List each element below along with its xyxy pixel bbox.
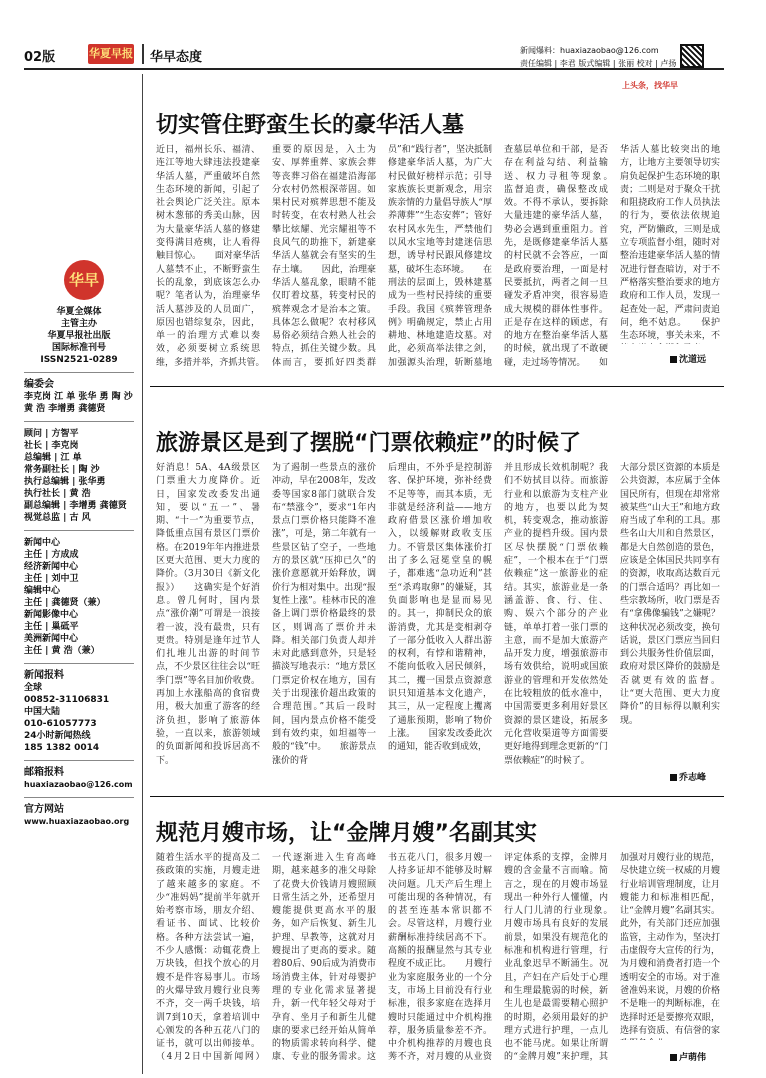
section-title: 华早态度 [150,50,203,65]
article-column: 并且形成长效机制呢？我们不妨拭目以待。而旅游行业和以旅游为支柱产业的地方，也要以此为契机，转变观念，推动旅游产业的提档升级。国内景区尽快摆脱“门票依赖症”，一个根本在于“门票依赖症”这一旅游业的症结。其实，旅游业是一条涵盖游、食、行、住、购、娱六个部分的产业链，单单打着一张门票的主意，而不是加大旅游产品开发力度，增强旅游市场有效供给，说明或国旅游业的管理和开发依然处在比较粗放的低水准中，中国需要更多利用好景区资源的景区建设，拓展多元化营收渠道等方面需要更好地得到理念更新的“门票依赖症”的时候了。 [504,463,608,766]
hotline-line: 00852-31106831 [24,695,110,705]
hotline-label: 新闻报料 [24,670,64,681]
officer: 总编辑 | 江 单 [24,453,82,463]
divider [24,372,134,373]
article-column: 书五花八门，很多月嫂一人持多证却不能够及时解决问题。几天产后生理上可能出现的各种情况，有的甚至连基本常识都不会。尽管这样，月嫂行业薪酬标准持续居高不下。高额的报酬显然与其专业程度不成正比。 月嫂行业为家庭服务业的一个分支，市场上目前没有行业标准，很多家庭在选择月嫂时只能通过中介机构推荐，服务质量参差不齐。中介机构推荐的月嫂也良莠不齐，对月嫂的从业资 [388,853,492,1063]
center: 新闻中心 [24,538,61,548]
officer: 顾问 | 方智平 [24,429,79,439]
masthead-line: ISSN2521-0289 [40,355,118,365]
hotline-line: 185 1382 0014 [24,743,100,753]
header-separator [142,44,144,64]
page-number: 02版 [24,50,56,65]
center: 主任 | 黄 浩（兼） [24,646,100,656]
website-label: 官方网站 [24,804,64,815]
editorial-board-label: 编委会 [24,379,54,390]
masthead-line: 华夏早报社出版 [47,331,111,341]
article-column: 加强对月嫂行业的规范，尽快建立统一权威的月嫂行业培训管理制度，让月嫂能力和标准相匹配，让“金牌月嫂”名副其实。此外，有关部门还应加强监管，主动作为，坚决打击虚假夸大宣传的行为，为月嫂和消费者打造一个透明安全的市场。对于准爸准妈来说，月嫂的价格不是唯一的判断标准，在选择时还是要擦亮双眼，选择有资质、有信誉的家 [620,853,720,1036]
article-author: 卢萌伟 [670,1050,706,1063]
email-label: 邮箱报料 [24,767,64,778]
center: 经济新闻中心 [24,562,79,572]
email-address[interactable]: huaxiazaobao@126.com [24,780,133,789]
center: 主任 | 巢砥平 [24,622,79,632]
masthead-line: 华夏全媒体 [56,307,102,317]
article-column: 近日，福州长乐、福清、连江等地大肆违法投建豪华活人墓，严重破坏自然生态环境的新闻，引起了社会舆论广泛关注。原本树木葱郁的秀美山脉，因为大量豪华活人墓的修建变得满目疮痍，让人看得触目惊心。 面对豪华活人墓禁不止，不断野蛮生长的乱象，到底该怎么办呢？笔者认为，治理豪华活人墓涉及的人员面广，原因也错综复杂，因此，单一的治理方式难以奏效，必须要树立系统思维，多措并举，齐抓共管。 [156,145,260,368]
article-column: 为了遏制一些景点的涨价冲动，早在2008年，发改委等国家8部门就联合发布“禁涨令”，要求“1年内景点门票价格只能降不准涨”，可是，第二年就有一些景区钻了空子，一些地方的景区就“压抑已久”的涨价意愿就开始释放，调价行为相对集中。出现“报复性上涨”。桂林市民的准备上调门票价格最终的景区，则调高了票价并未降。相关部门负责人却并未对此感到意外，只是轻描淡写地表示：“地方景区门票定价权在地方，国有关于出现涨价超出政策的合理范围。”其后一段时间，国内景点价格不能受到有效约束，如坦福等一般的“钱”中。 旅游景点涨价的背 [272,463,376,766]
masthead-logo: 华早 [64,260,104,300]
hotline-line: 中国大陆 [24,707,61,717]
header-rule [24,68,724,70]
newspaper-logo: 华夏早报 [88,44,134,64]
masthead-column [24,110,134,828]
center: 主任 | 龚德贤（兼） [24,598,106,608]
article-column: 好消息！5A、4A级景区门票重大力度降价。近日，国家发改委发出通知，要以“五一”、暑期、“十一”为重要节点，降低重点国有景区门票价格。在2019年年内推进景区更大范围、更大力度的降价。（3月30日《新文化报》） 这确实是个好消息。曾几何时，国内景点“涨价潮”可谓是一浪接着一波，没有最贵，只有更贵。特别是逢年过节人们扎堆儿出游的时间节点，不少景区往往会以“旺季门票”等名目加价收费。再加上水涨船高的食宿费用，极大加重了游客的经济负担，影响了旅游体验，一直以来，旅游领域的负面新闻和投诉居高不下。 [156,463,260,766]
hotline-line: 010-61057773 [24,719,97,729]
officer: 常务副社长 | 陶 沙 [24,465,100,475]
divider [24,760,134,761]
article-title: 切实管住野蛮生长的豪华活人墓 [156,113,465,138]
article-column: 后理由，不外乎是控制游客、保护环境，弥补经费不足等等，而其本质，无非就是经济利益——地方政府借景区涨价增加收入，以缓解财政收支压力。不管景区集体涨价打出了多么冠冕堂皇的幌子，都难逃“急功近利”甚至“杀鸡取卵”的嫌疑，其负面影响也是显而易见的。其一，抑制民众的旅游消费，尤其是变相剥夺了一部分低收入人群出游的权利，有悖和谐精神，不能向低收入居民倾斜，其二，攫一国景点资源意识只知道基本文化遗产，其三，从一定程度上攫离了通胀预期，影响了物价上涨。 国家发改委此次的通知，能否收到成效， [388,463,492,753]
divider [24,797,134,798]
article-divider [150,386,724,387]
center: 主任 | 刘中卫 [24,574,79,584]
column-rule [142,74,143,1074]
editor-credits: 责任编辑 | 李君 版式编辑 | 张丽 校对 | 卢扬 [520,59,677,68]
article-column: 华活人墓比较突出的地方，让地方主要领导切实肩负起保护生态环境的职责；二则是对于聚众干扰和阻挠政府工作人员执法的行为，要依法依规追究，严防懒政，三则是成立专项监督小组，随时对整治违建豪华活人墓的情况进行督查暗访，对于不严格落实整治要求的地方政府和工作人员，发现一起查处一起，严肃问责追问，绝不姑息。 保护生态环境，事关未来，不 [620,145,720,342]
article-column: 查墓层单位和干部，是否存在利益勾结、利益输送、权力寻租等现象。 监督追责，确保整改成效。不得不承认，要拆除大量违建的豪华活人墓，势必会遇到重重阻力。首先，是既修建豪华活人墓的村民就不会答应，一面是政府要治理，一面是村民要抵抗，两者之间一旦碰发矛盾冲突，很容易造成大规模的群体性事件。正是存在这样的顾虑，有的地方在整治豪华活人墓的时候，就出现了不敢硬碰，走过场等情况。 如 [504,145,608,368]
masthead-line: 国际标准刊号 [51,343,106,353]
masthead-lines [24,306,134,366]
hotline-line: 全球 [24,683,43,693]
editorial-board: 李克岗 江 单 张华 勇 陶 沙 黄 浩 李增勇 龚德贤 [24,392,133,414]
article-column: 员”和“践行者”，坚决抵制修建豪华活人墓，为广大村民做好榜样示范；引导家族族长更新观念，用宗族亲情的力量倡导族人“厚养薄葬”“生态安葬”；管好农村风水先生，严禁他们以风水宝地等封建迷信思想，诱导村民跟风修建坟墓，破坏生态环境。 在刑法的层面上，毁林建墓成为一些村民持续的重要手段。我国《殡葬管理条例》明确规定，禁止占用耕地、林地建造坟墓。对此，必须高举法律之剑，加强源头治理，斩断墓地 [388,145,492,368]
slogan: 上头条，找华早 [622,81,678,90]
center: 新闻影像中心 [24,610,79,620]
masthead-line: 主管主办 [60,319,97,329]
article-column: 评定体系的支撑，金牌月嫂的含金量不言而喻。简言之，现在的月嫂市场显现出一种外行人懂懂，内行人门儿清的行业现象。 月嫂市场具有良好的发展前景，如果没有规范化的标准和机构进行管理，行业乱象迟早不断涌生。况且，产妇在产后处于心理和生理最脆弱的时候，新生儿也是最需要精心照护的时期，必须用最好的护理方式进行护理，一点儿也不能马虎。如果让所谓的“金牌月嫂”来护理，其 [504,853,608,1063]
center: 主任 | 方成成 [24,550,79,560]
news-hotline: 新闻爆料：huaxiazaobao@126.com [520,46,659,55]
article-title: 旅游景区是到了摆脱“门票依赖症”的时候了 [156,431,581,456]
divider [24,663,134,664]
officer: 视觉总监 | 古 风 [24,513,91,523]
hotline-line: 24小时新闻热线 [24,731,91,741]
officer: 执行总编辑 | 张华勇 [24,477,106,487]
officer: 副总编辑 | 李增勇 龚德贤 [24,501,127,511]
officer: 执行社长 | 黄 浩 [24,489,91,499]
article-column: 随着生活水平的提高及二孩政策的实施，月嫂走进了越来越多的家庭。不少“准妈妈”提前半年就开始考察市场，朋友介绍、看证书、面试、比较价格。各种方法尝试一遍，不少人感慨：动辄花费上万块钱，但找个放心的月嫂不是件容易事儿。市场的火爆导致月嫂行业良莠不齐，交一两千块钱，培训7到10天，拿着培训中心颁发的各种五花八门的证书，就可以出师接单。（4月2日中国新闻网） [156,853,260,1063]
website-link[interactable]: www.huaxiazaobao.org [24,817,130,826]
article-title: 规范月嫂市场，让“金牌月嫂”名副其实 [156,821,537,846]
article-column: 大部分景区资源的本质是公共资源，本应属于全体国民所有，但现在却常常被某些“山大王”和地方政府当成了牟利的工具。那些名山大川和自然景区，都是大自然创造的景色，应该是全体国民共同享有的资源，收取高达数百元的门票合适吗？再比如一些宗教场所，收门票是否有“拿佛像骗钱”之嫌呢？这种状况必须改变，换句话说，景区门票应当回归到公共服务性价值层面，政府对景区降价的鼓励是否就更有效的监督。让“更大范围、更大力度降价”的目标得以顺利实现。 [620,463,720,726]
article-author: 沈道远 [670,352,706,365]
article-author: 乔志峰 [670,770,706,783]
officer: 社长 | 李克岗 [24,441,79,451]
divider [24,421,134,422]
divider [24,530,134,531]
article-column: 重要的原因是，入土为安、厚葬重葬、家族会葬等丧葬习俗在福建沿海部分农村仍然根深蒂固。如果村民对殡葬思想不能及时转变，在农村熟人社会攀比炫耀、光宗耀祖等不良风气的助推下，新建豪华活人墓就会有坚实的生存土壤。 因此，治理豪华活人墓乱象，眼睛不能仅盯着坟墓，转变村民的殡葬观念才是治本之策。具体怎么做呢？农村移风易俗必须结合熟人社会的特点，抓住关键少数。具体而言，要抓好四类群 [272,145,376,368]
article-column: 一代逐渐进入生育高峰期，越来越多的准父母除了花费大价钱请月嫂照顾日常生活之外，还希望月嫂能提供更高水平的服务，如产后恢复、新生儿护理、早教等，这就对月嫂提出了更高的要求。随着80后、90后成为消费市场消费主体，针对母婴护理的专业化需求显著提升，新一代年轻父母对于孕育、坐月子和新生儿健康的要求已经开始从简单的物质需求转向科学、健康、专业的服务需求。这 [272,853,376,1063]
article-divider [150,796,724,797]
center: 编辑中心 [24,586,61,596]
qr-code-icon [680,44,704,68]
center: 美洲新闻中心 [24,634,79,644]
